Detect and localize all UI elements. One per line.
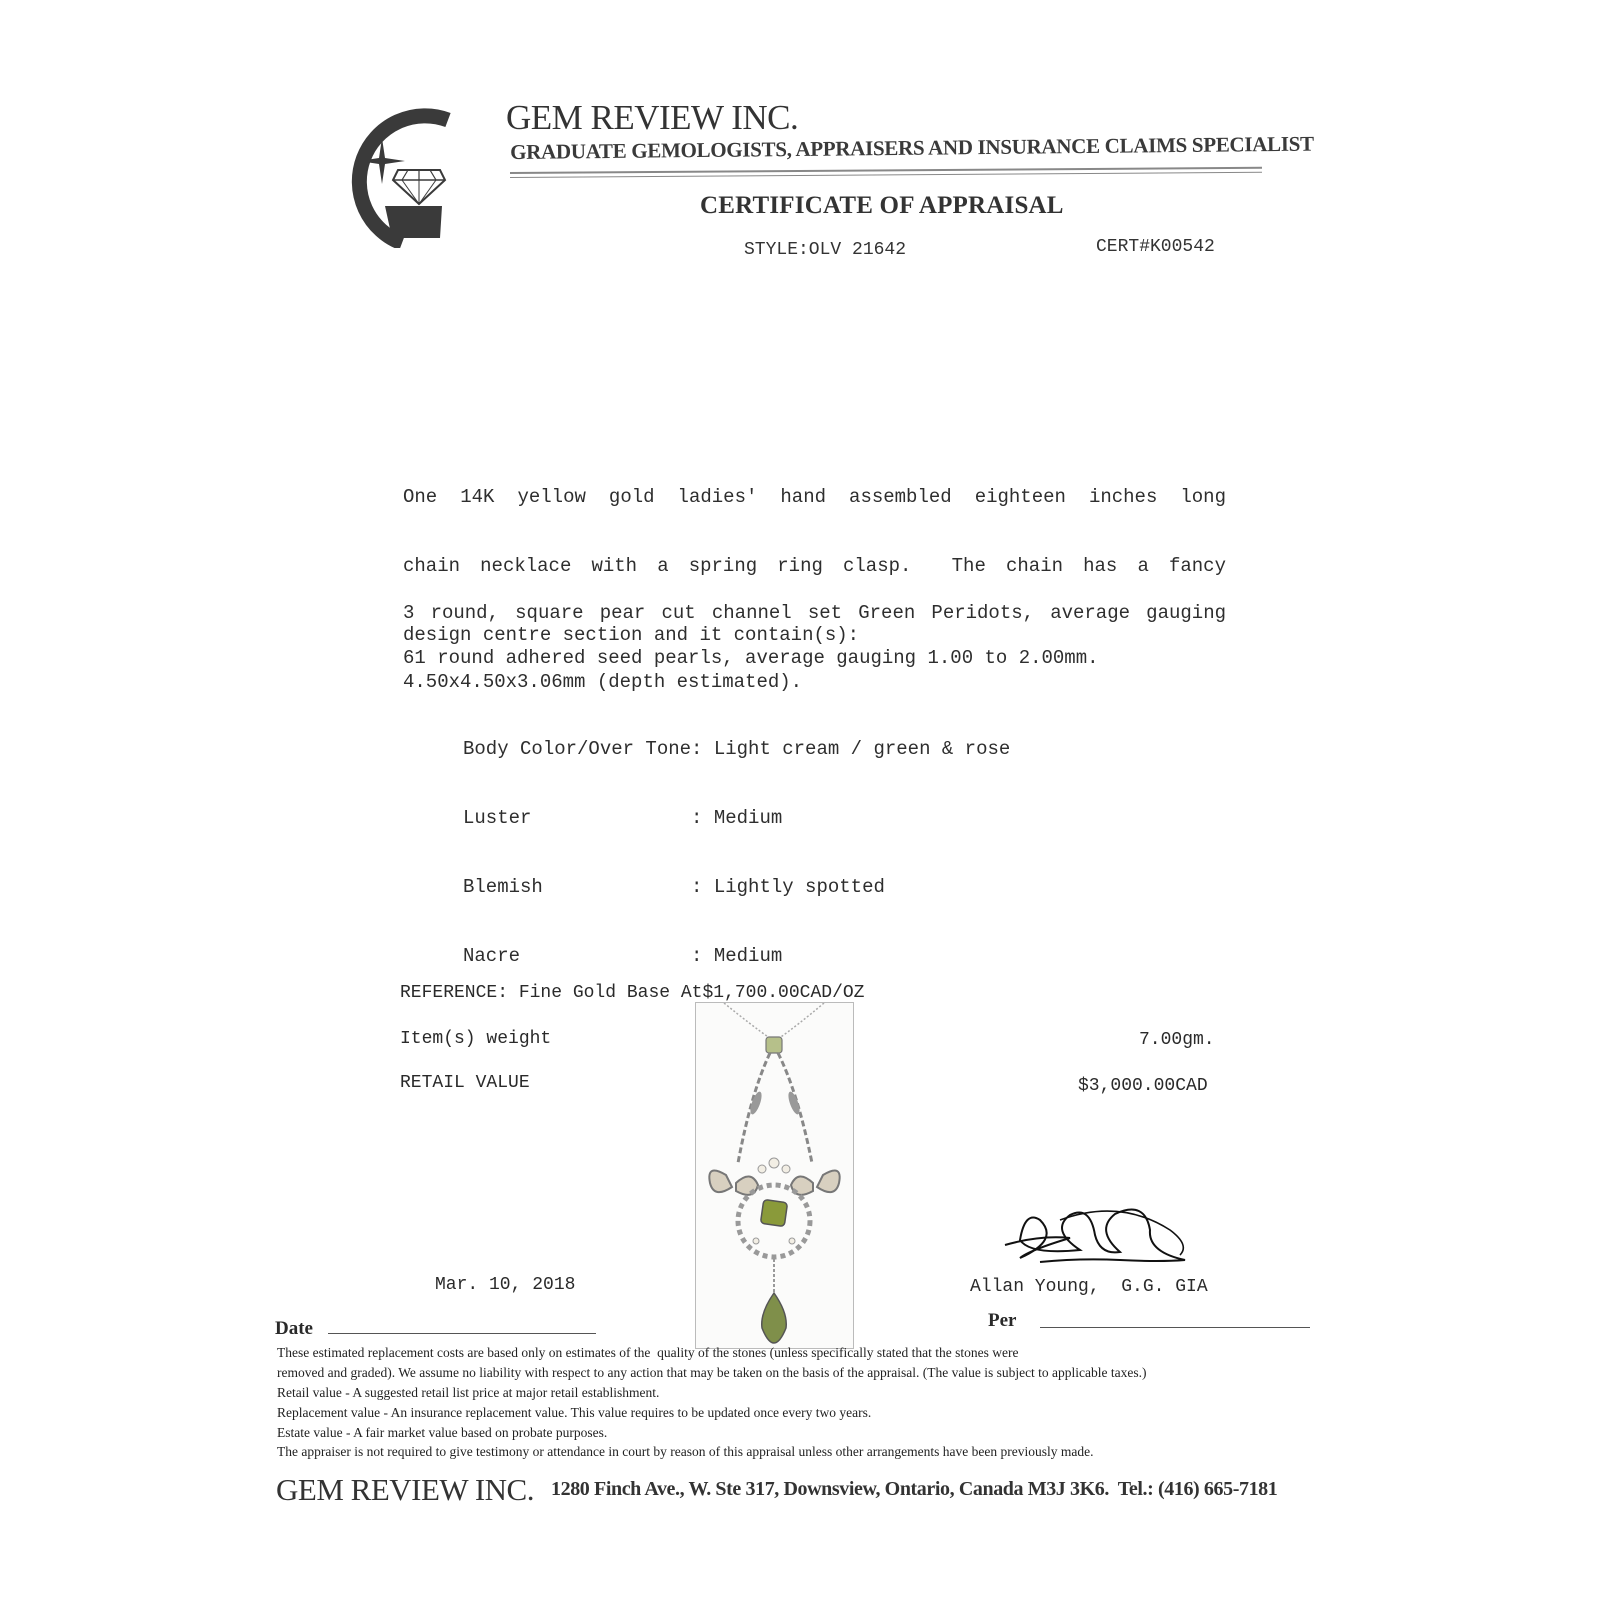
weight-label: Item(s) weight xyxy=(400,1029,552,1049)
disclaimer-line: Replacement value - An insurance replacement value. This value requires to be updated once every two years. xyxy=(277,1405,872,1420)
pearl-detail-row: Body Color/Over Tone: Light cream / green & rose xyxy=(463,738,1011,760)
date-label: Date xyxy=(275,1318,313,1339)
description-line: design centre section and it contain(s): xyxy=(403,624,860,646)
disclaimer-line: The appraiser is not required to give testimony or attendance in court by reason of this appraisal unless other arrangements have been previously made. xyxy=(277,1444,1094,1459)
style-number: STYLE:OLV 21642 xyxy=(744,240,907,260)
footer-address: 1280 Finch Ave., W. Ste 317, Downsview, Ontario, Canada M3J 3K6. Tel.: (416) 665-7181 xyxy=(551,1478,1278,1500)
weight-value: 7.00gm. xyxy=(1139,1030,1215,1050)
description-line: chain necklace with a spring ring clasp. The chain has a fancy xyxy=(403,555,1226,577)
retail-value-amount: $3,000.00CAD xyxy=(1078,1076,1208,1096)
pendant-photo xyxy=(695,1002,854,1349)
pearl-detail-row: Luster : Medium xyxy=(463,807,783,829)
disclaimer-line: Estate value - A fair market value based on probate purposes. xyxy=(277,1425,608,1440)
pearls-description: 61 round adhered seed pearls, average gauging 1.00 to 2.00mm. xyxy=(403,647,1099,669)
appraiser-name: Allan Young, G.G. GIA xyxy=(970,1277,1208,1297)
pearl-detail-row: Nacre : Medium xyxy=(463,945,783,967)
stones-line: 4.50x4.50x3.06mm (depth estimated). xyxy=(403,671,803,693)
description-line: One 14K yellow gold ladies' hand assembled eighteen inches long xyxy=(403,486,1226,508)
retail-value-label: RETAIL VALUE xyxy=(400,1073,530,1093)
date-line xyxy=(328,1333,596,1334)
stones-line: 3 round, square pear cut channel set Green Peridots, average gauging xyxy=(403,602,1226,624)
pearl-detail-row: Blemish : Lightly spotted xyxy=(463,876,885,898)
certificate-number: CERT#K00542 xyxy=(1096,237,1215,257)
gem-review-logo-icon xyxy=(330,98,460,248)
footer-company-name: GEM REVIEW INC. xyxy=(276,1472,534,1507)
disclaimer-line: These estimated replacement costs are based only on estimates of the quality of the stones (unless specifically stated that the stones were xyxy=(277,1345,1019,1360)
signature-line xyxy=(1040,1327,1310,1328)
disclaimer-line: removed and graded). We assume no liability with respect to any action that may be taken on the basis of the appraisal. (The value is subject to applicable taxes.) xyxy=(277,1365,1147,1380)
company-name: GEM REVIEW INC. xyxy=(506,98,799,137)
appraisal-date: Mar. 10, 2018 xyxy=(435,1275,576,1295)
signature-icon xyxy=(1000,1200,1200,1280)
per-label: Per xyxy=(988,1310,1017,1331)
certificate-title: CERTIFICATE OF APPRAISAL xyxy=(700,192,1064,219)
disclaimer-line: Retail value - A suggested retail list price at major retail establishment. xyxy=(277,1385,660,1400)
company-tagline: GRADUATE GEMOLOGISTS, APPRAISERS AND INSURANCE CLAIMS SPECIALIST xyxy=(510,131,1314,164)
gold-reference: REFERENCE: Fine Gold Base At$1,700.00CAD/OZ xyxy=(400,983,865,1003)
pearl-details xyxy=(463,692,1010,991)
